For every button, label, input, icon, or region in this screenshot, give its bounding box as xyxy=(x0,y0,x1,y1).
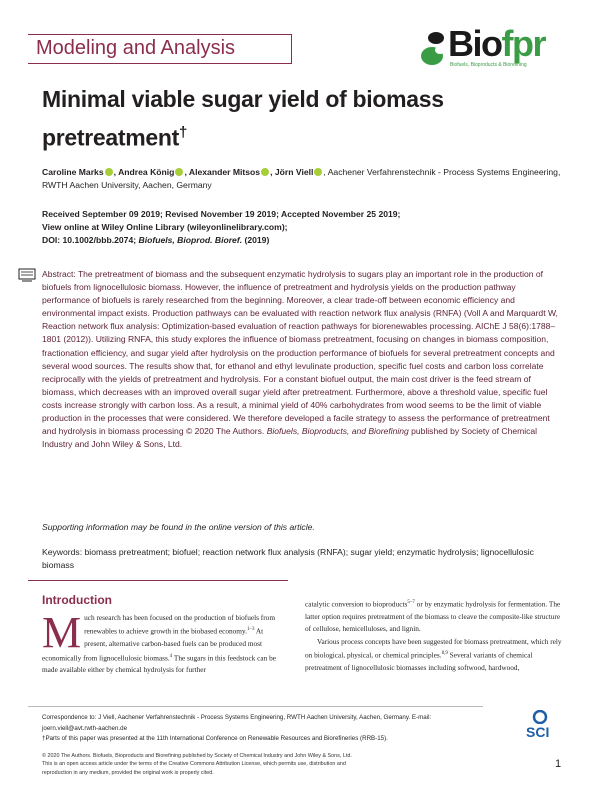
introduction-heading: Introduction xyxy=(42,593,112,607)
keywords: Keywords: biomass pretreatment; biofuel; reaction network flux analysis (RNFA); sugar yield; enzymatic hydrolysis; lignocellulosic biomass xyxy=(42,547,534,570)
supporting-info: Supporting information may be found in the online version of this article. xyxy=(42,522,315,532)
dagger-note: †Parts of this paper was presented at the 11th International Conference on Renewable Resources and Biorefineries (RRB-15). xyxy=(42,735,388,742)
page-number: 1 xyxy=(555,758,562,770)
leaf-icon xyxy=(418,28,450,68)
author-name: Caroline Marks xyxy=(42,167,104,177)
footnote-divider xyxy=(28,706,483,707)
orcid-icon[interactable] xyxy=(261,168,269,176)
graphical-abstract-icon[interactable] xyxy=(18,268,36,282)
sci-logo[interactable] xyxy=(518,708,562,744)
author-list: Caroline Marks , Andrea König , Alexander Mitsos , Jörn Viell , Aachener Verfahrenstechnik - Process Systems Engineering, RWTH Aachen University, Aachen, Germany xyxy=(42,167,561,190)
author-name: Andrea König xyxy=(118,167,175,177)
copyright-notice: © 2020 The Authors. Biofuels, Bioproducts and Biorefining published by Society of Chemical Industry and John Wiley & Sons, Ltd. This is an open access article under the terms of the Creative Commons Attribution License, which permits use, distribution and reproduction in any medium, provided the original work is properly cited. xyxy=(42,753,352,776)
sci-circle-icon xyxy=(528,710,552,724)
correspondence: Correspondence to: J Viell, Aachener Verfahrenstechnik - Process Systems Engineering, RWTH Aachen University, Aachen, Germany. E-mail: joern.viell@avt.rwth-aachen.de xyxy=(42,714,432,732)
intro-column-2: catalytic conversion to bioproducts$^{5-7}$ or by enzymatic hydrolysis for fermentation. The latter option requires pretreatment of the biomass to cleave the composite-like structure of cellulose, hemicelluloses, and lignin. Various process concepts have been suggested for biomass pretreatment, which rely on biological, physical, or chemical principles.$^{8,9}$ Several variants of chemical pretreatment of lignocellulosic biomasses including softwood, hardwood, xyxy=(305,599,562,672)
journal-logo[interactable] xyxy=(418,24,568,76)
orcid-icon[interactable] xyxy=(314,168,322,176)
section-tag xyxy=(28,34,292,64)
publication-dates: Received September 09 2019; Revised November 19 2019; Accepted November 25 2019; View online at Wiley Online Library (wileyonlinelibrary.com); DOI: 10.1002/bbb.2074; Biofuels, Bioprod. Bioref. (2019) xyxy=(42,208,562,247)
abstract: Abstract: The pretreatment of biomass and the subsequent enzymatic hydrolysis to sugars play an important role in the production of biofuels from lignocellulosic biomass. However, the influence of pretreatment and hydrolysis yields on the production pathway performance of biofuels is rarely researched from the beginning. Moreover, a clear trade-off between economic efficiency and environmental impact exists. Production pathways can be evaluated with reaction network flux analysis (RNFA) (Voll A and Marquardt W, Reaction network flux analysis: Optimization-based evaluation of reaction pathways for biorenewables processing. AIChE J 58(6):1788–1801 (2012)). Utilizing RNFA, this study explores the influence of biomass pretreatment, focusing on changes in biomass composition, fractionation efficiency, and sugar yield after hydrolysis on the production performance of biofuels for several pretreatment concepts and several wood sources. The results show that, for ethanol and ethyl levulinate production, specific fuel costs and carbon loss correlate reciprocally with the yields of pretreatment and hydrolysis. For a constant biofuel output, the main cost driver is the feed stream of biomass, which decreases with an improved overall sugar yield after pretreatment. Furthermore, above a threshold value, specific fuel costs increase strongly with carbon loss. As a result, a minimal yield of 40% carbohydrates from wood seems to be the limit of viable production in the processes that were considered. We therefore developed a facile strategy to assess the performance of pretreatment and hydrolysis in biomass processing © 2020 The Authors. Biofuels, Bioproducts, and Biorefining published by Society of Chemical Industry and John Wiley & Sons, Ltd. xyxy=(42,269,558,450)
journal-logo-subtitle: Biofuels, Bioproducts & Biorefining xyxy=(450,62,527,68)
doi-link[interactable]: DOI: 10.1002/bbb.2074; xyxy=(42,235,139,245)
journal-logo-text: Biofpr xyxy=(448,23,545,64)
wiley-online-link[interactable]: View online at Wiley Online Library (wileyonlinelibrary.com); xyxy=(42,222,288,232)
author-name: Jörn Viell xyxy=(274,167,314,177)
affiliation: Aachener Verfahrenstechnik - Process Systems Engineering, RWTH Aachen University, Aachen, Germany xyxy=(42,167,561,190)
footnotes xyxy=(42,713,482,745)
article-title: Minimal viable sugar yield of biomass pretreatment† xyxy=(42,86,444,151)
section-tag-label: Modeling and Analysis xyxy=(36,37,236,59)
sci-logo-text: SCI xyxy=(526,724,550,740)
author-name: Alexander Mitsos xyxy=(188,167,261,177)
section-divider xyxy=(28,580,288,581)
intro-column-1: Much research has been focused on the production of biofuels from renewables to achieve growth in the biobased economy.$^{1-3}$ At present, alternative carbon-based fuels can be produced most economically from lignocellulosic biomass.$^4$ The sugars in this feedstock can be made available either by chemical hydrolysis for further xyxy=(42,608,276,675)
orcid-icon[interactable] xyxy=(105,168,113,176)
orcid-icon[interactable] xyxy=(175,168,183,176)
drop-cap: M xyxy=(42,608,82,657)
